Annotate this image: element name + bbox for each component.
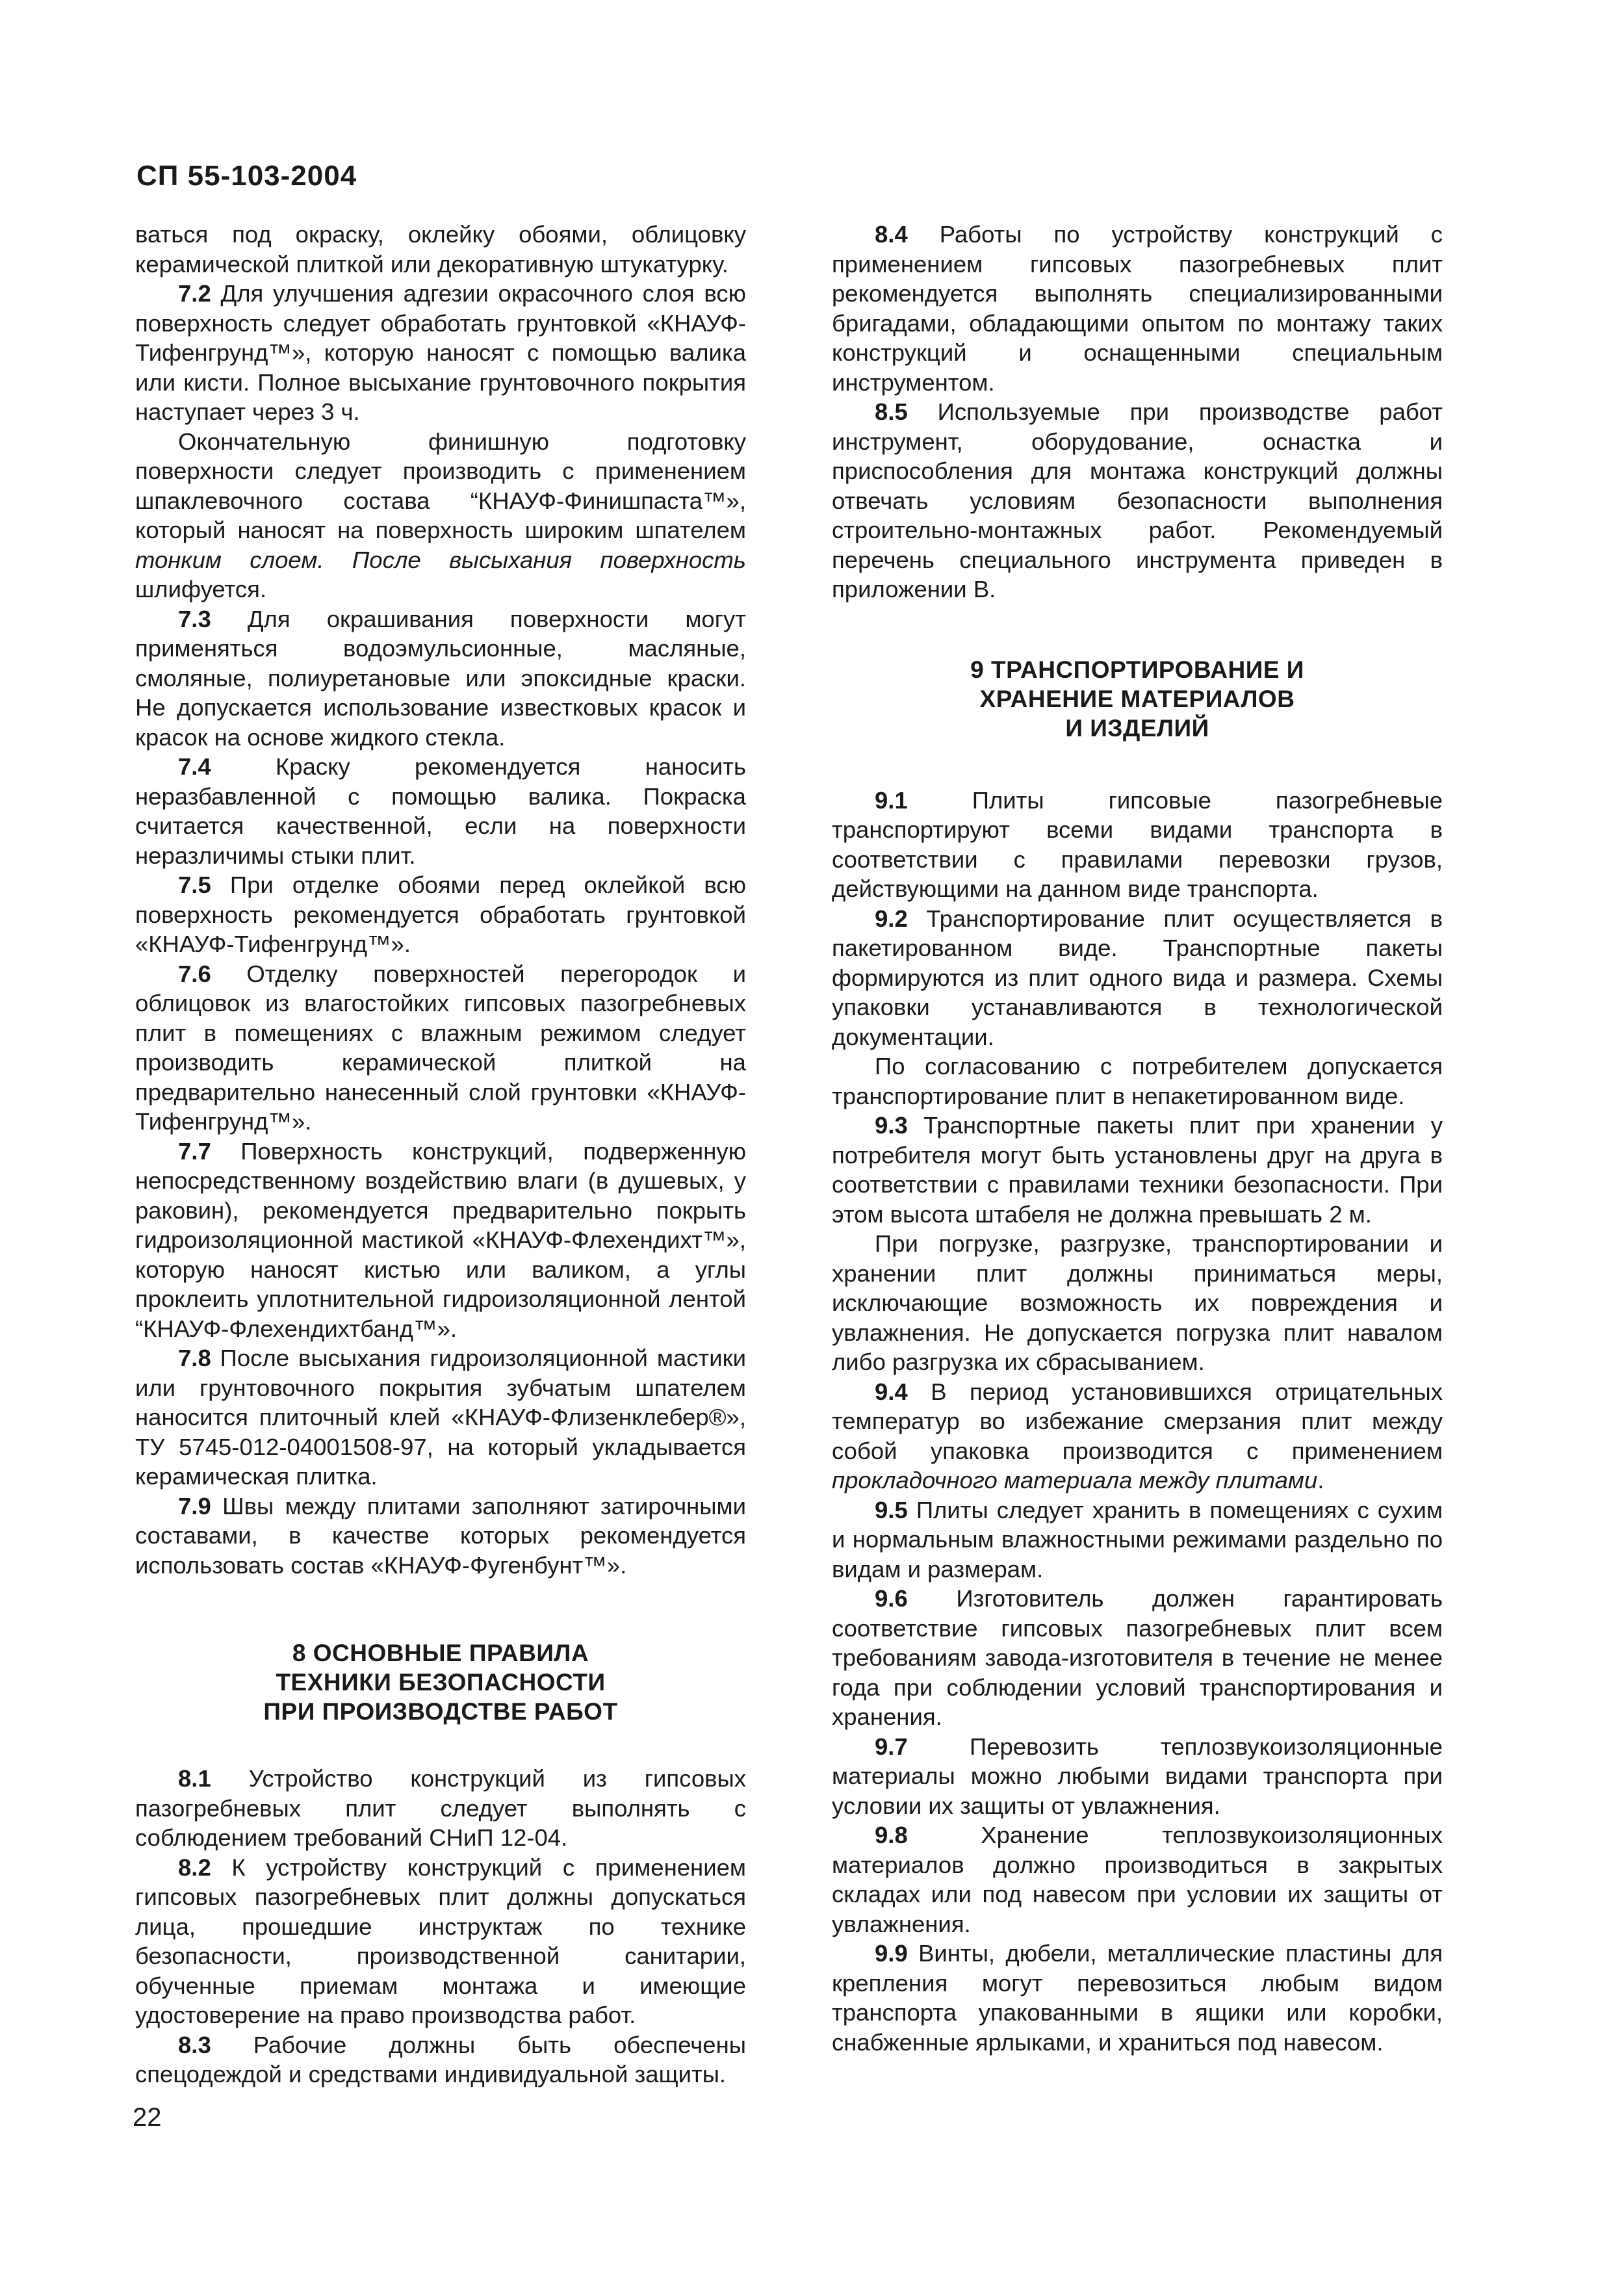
page-number: 22 xyxy=(133,2103,162,2132)
clause-number: 9.2 xyxy=(875,905,908,932)
clause-number: 9.4 xyxy=(875,1378,908,1405)
clause-number: 7.2 xyxy=(178,280,211,307)
clause-number: 8.5 xyxy=(875,398,908,425)
clause-number: 8.4 xyxy=(875,221,908,248)
paragraph-8-4 xyxy=(832,220,1443,397)
paragraph-9-2 xyxy=(832,904,1443,1052)
section-title-line: ПРИ ПРОИЗВОДСТВЕ РАБОТ xyxy=(263,1698,618,1725)
clause-number: 9.8 xyxy=(875,1822,908,1848)
clause-number: 9.9 xyxy=(875,1940,908,1967)
paragraph-7-2 xyxy=(135,279,746,427)
clause-number: 8.3 xyxy=(178,2031,211,2058)
clause-number: 8.2 xyxy=(178,1854,211,1881)
clause-text: Хранение теплозвукоизоляционных материалов должно производиться в закрытых складах или под навесом при условии их защиты от увлажнения. xyxy=(832,1822,1443,1937)
clause-text: Швы между плитами заполняют затирочными составами, в качестве которых рекомендуется использовать состав «КНАУФ-Фугенбунт™». xyxy=(135,1492,746,1579)
paragraph-7-5 xyxy=(135,870,746,959)
clause-text: Используемые при производстве работ инструмент, оборудование, оснастка и приспособления для монтажа конструкций должны отвечать условиям безопасности выполнения строительно-монтажных работ. Рекомендуемый перечень специального инструмента приведен в приложении В. xyxy=(832,398,1443,602)
clause-text: Перевозить теплозвукоизоляционные материалы можно любыми видами транспорта при условии их защиты от увлажнения. xyxy=(832,1733,1443,1819)
clause-number: 7.9 xyxy=(178,1492,211,1519)
clause-text: Поверхность конструкций, подверженную непосредственному воздействию влаги (в душевых, у раковин), рекомендуется предварительно покрыть гидроизоляционной мастикой «КНАУФ-Флехендихт™», которую наносят кистью или валиком, а углы проклеить уплотнительной гидроизоляционной лентой “КНАУФ-Флехендихтбанд™». xyxy=(135,1137,746,1342)
section-title-line: ХРАНЕНИЕ МАТЕРИАЛОВ xyxy=(979,685,1295,712)
clause-text-tail: шлифуется. xyxy=(135,576,266,602)
right-column xyxy=(832,220,1443,2057)
paragraph-8-2 xyxy=(135,1853,746,2030)
clause-number: 7.6 xyxy=(178,960,211,987)
clause-number: 8.1 xyxy=(178,1765,211,1792)
clause-number: 9.3 xyxy=(875,1112,908,1139)
paragraph-7-9 xyxy=(135,1492,746,1581)
clause-text: В период установившихся отрицательных температур во избежание смерзания плит между собой упаковка производится с применением xyxy=(832,1378,1443,1464)
clause-text: Устройство конструкций из гипсовых пазогребневых плит следует выполнять с соблюдением требований СНиП 12-04. xyxy=(135,1765,746,1851)
paragraph-8-1 xyxy=(135,1764,746,1853)
clause-number: 9.5 xyxy=(875,1496,908,1523)
paragraph-9-6 xyxy=(832,1584,1443,1732)
paragraph-9-1 xyxy=(832,786,1443,904)
clause-text: Отделку поверхностей перегородок и облицовок из влагостойких гипсовых пазогребневых плит в помещениях с влажным режимом следует производить керамической плиткой на предварительно нанесенный слой грунтовки «КНАУФ-Тифенгрунд™». xyxy=(135,960,746,1135)
section-9-title xyxy=(858,655,1417,743)
paragraph-loading: При погрузке, разгрузке, транспортировании и хранении плит должны приниматься меры, исключающие возможность их повреждения и увлажнения. Не допускается погрузка плит навалом либо разгрузка их сбрасыванием. xyxy=(832,1230,1443,1375)
clause-text: Изготовитель должен гарантировать соответствие гипсовых пазогребневых плит всем требованиям завода-изготовителя в течение не менее года при соблюдении условий транспортирования и хранения. xyxy=(832,1585,1443,1730)
paragraph-7-4 xyxy=(135,752,746,870)
paragraph-finish xyxy=(135,427,746,604)
clause-text: Плиты следует хранить в помещениях с сухим и нормальным влажностными режимами раздельно по видам и размерам. xyxy=(832,1496,1443,1583)
paragraph-intro: ваться под окраску, оклейку обоями, облицовку керамической плиткой или декоративную штукатурку. xyxy=(135,221,746,278)
clause-text: После высыхания гидроизоляционной мастики или грунтовочного покрытия зубчатым шпателем наносится плиточный клей «КНАУФ-Флизенклебер®», ТУ 5745-012-04001508-97, на который укладывается керамическая плитка. xyxy=(135,1345,746,1490)
paragraph-8-3 xyxy=(135,2030,746,2089)
clause-text: Плиты гипсовые пазогребневые транспортируют всеми видами транспорта в соответствии с правилами перевозки грузов, действующими на данном виде транспорта. xyxy=(832,786,1443,902)
paragraph-7-7 xyxy=(135,1137,746,1344)
clause-number: 9.7 xyxy=(875,1733,908,1760)
clause-text: Окончательную финишную подготовку поверхности следует производить с применением шпаклевочного состава “КНАУФ-Финишпаста™», который наносят на поверхность широким шпателем xyxy=(135,428,746,543)
clause-text: Краску рекомендуется наносить неразбавленной с помощью валика. Покраска считается качественной, если на поверхности неразличимы стыки плит. xyxy=(135,753,746,869)
left-column xyxy=(135,220,746,2089)
clause-number: 7.4 xyxy=(178,753,211,780)
paragraph-7-3 xyxy=(135,604,746,753)
paragraph-9-3 xyxy=(832,1111,1443,1229)
clause-number: 7.7 xyxy=(178,1137,211,1165)
clause-text: К устройству конструкций с применением гипсовых пазогребневых плит должны допускаться лица, прошедшие инструктаж по технике безопасности, производственной санитарии, обученные приемам монтажа и имеющие удостоверение на право производства работ. xyxy=(135,1854,746,2028)
section-title-line: И ИЗДЕЛИЙ xyxy=(1065,714,1209,742)
paragraph-agreement: По согласованию с потребителем допускается транспортирование плит в непакетированном виде. xyxy=(832,1053,1443,1109)
paragraph-9-7 xyxy=(832,1732,1443,1821)
clause-italic-text: прокладочного материала между плитами xyxy=(832,1467,1318,1493)
clause-text: Для улучшения адгезии окрасочного слоя всю поверхность следует обработать грунтовкой «КНАУФ-Тифенгрунд™», которую наносят с помощью валика или кисти. Полное высыхание грунтовочного покрытия наступает через 3 ч. xyxy=(135,280,746,425)
clause-text: Работы по устройству конструкций с применением гипсовых пазогребневых плит рекомендуется выполнять специализированными бригадами, обладающими опытом по монтажу таких конструкций и оснащенными специальным инструментом. xyxy=(832,221,1443,396)
paragraph-7-8 xyxy=(135,1343,746,1492)
clause-number: 9.1 xyxy=(875,786,908,814)
section-title-line: 8 ОСНОВНЫЕ ПРАВИЛА xyxy=(292,1640,589,1666)
section-title-line: 9 ТРАНСПОРТИРОВАНИЕ И xyxy=(970,656,1304,683)
clause-text: Транспортные пакеты плит при хранении у потребителя могут быть установлены друг на друга в соответствии с правилами техники безопасности. При этом высота штабеля не должна превышать 2 м. xyxy=(832,1112,1443,1228)
paragraph-9-8 xyxy=(832,1820,1443,1939)
clause-text: Рабочие должны быть обеспечены спецодеждой и средствами индивидуальной защиты. xyxy=(135,2031,746,2087)
clause-number: 7.5 xyxy=(178,872,211,898)
clause-text-tail: . xyxy=(1317,1467,1324,1493)
clause-number: 7.8 xyxy=(178,1345,211,1371)
document-code: СП 55-103-2004 xyxy=(136,160,357,192)
paragraph-9-4 xyxy=(832,1377,1443,1495)
clause-italic-text: тонким слоем. После высыхания поверхность xyxy=(135,546,746,573)
clause-text: При отделке обоями перед оклейкой всю поверхность рекомендуется обработать грунтовкой «КНАУФ-Тифенгрунд™». xyxy=(135,872,746,957)
section-8-title xyxy=(161,1638,720,1726)
clause-number: 7.3 xyxy=(178,605,211,632)
paragraph-8-5 xyxy=(832,397,1443,604)
paragraph-9-5 xyxy=(832,1495,1443,1584)
section-title-line: ТЕХНИКИ БЕЗОПАСНОСТИ xyxy=(276,1669,606,1696)
paragraph-9-9 xyxy=(832,1939,1443,2057)
clause-number: 9.6 xyxy=(875,1585,908,1612)
clause-text: Транспортирование плит осуществляется в пакетированном виде. Транспортные пакеты формируются из плит одного вида и размера. Схемы упаковки устанавливаются в технологической документации. xyxy=(832,905,1443,1050)
paragraph-7-6 xyxy=(135,959,746,1137)
clause-text: Винты, дюбели, металлические пластины для крепления могут перевозиться любым видом транспорта упакованными в ящики или коробки, снабженные ярлыками, и храниться под навесом. xyxy=(832,1940,1443,2056)
clause-text: Для окрашивания поверхности могут применяться водоэмульсионные, масляные, смоляные, полиуретановые или эпоксидные краски. Не допускается использование известковых красок и красок на основе жидкого стекла. xyxy=(135,605,746,751)
